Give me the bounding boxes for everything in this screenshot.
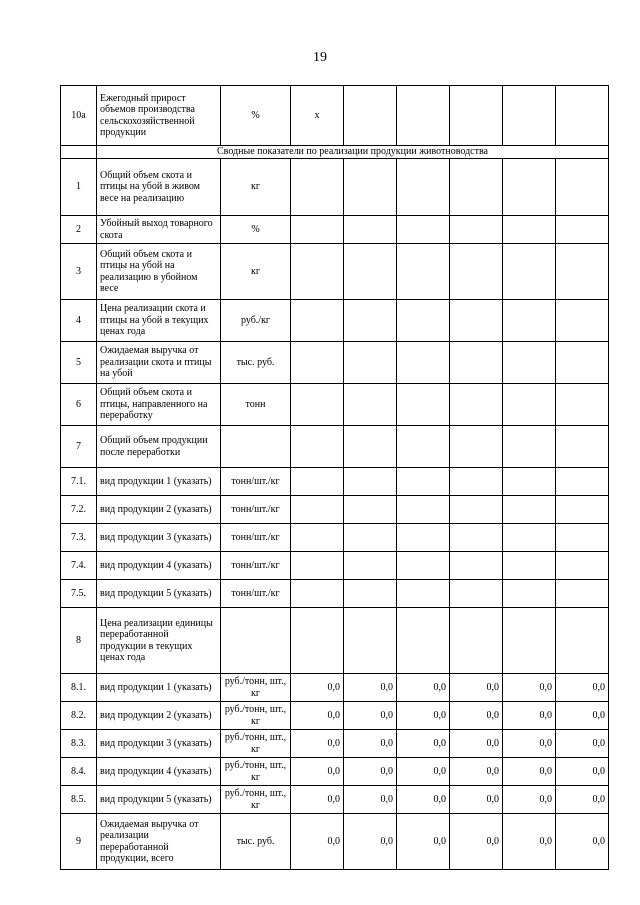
value-cell [397, 524, 450, 552]
value-cell: 0,0 [291, 730, 344, 758]
value-cell [344, 496, 397, 524]
value-cell [450, 86, 503, 146]
table-row [61, 786, 609, 814]
unit-cell [221, 426, 291, 468]
value-cell [503, 86, 556, 146]
table-row [61, 342, 609, 384]
value-cell: 0,0 [556, 814, 609, 870]
value-cell [450, 342, 503, 384]
value-cell: 0,0 [397, 814, 450, 870]
value-cell [556, 608, 609, 674]
value-cell [344, 384, 397, 426]
row-number: 9 [61, 814, 97, 870]
value-cell [450, 496, 503, 524]
value-cell: 0,0 [344, 674, 397, 702]
table-row [61, 552, 609, 580]
row-number: 4 [61, 300, 97, 342]
unit-cell: руб./тонн, шт., кг [221, 702, 291, 730]
value-cell: 0,0 [556, 674, 609, 702]
row-number: 7.3. [61, 524, 97, 552]
value-cell [397, 384, 450, 426]
indicator-name: вид продукции 3 (указать) [97, 524, 221, 552]
row-number: 8.1. [61, 674, 97, 702]
page-number: 19 [313, 50, 327, 65]
row-number: 7.2. [61, 496, 97, 524]
value-cell [344, 300, 397, 342]
table-row [61, 216, 609, 244]
row-number: 5 [61, 342, 97, 384]
row-number: 2 [61, 216, 97, 244]
value-cell [344, 216, 397, 244]
value-cell: 0,0 [450, 786, 503, 814]
unit-cell: тонн/шт./кг [221, 468, 291, 496]
unit-cell: руб./тонн, шт., кг [221, 674, 291, 702]
unit-cell: тыс. руб. [221, 342, 291, 384]
value-cell [450, 384, 503, 426]
value-cell [397, 426, 450, 468]
indicator-name: Цена реализации единицы переработанной продукции в текущих ценах года [97, 608, 221, 674]
value-cell [556, 384, 609, 426]
value-cell [503, 468, 556, 496]
section-title: Сводные показатели по реализации продукции животноводства [97, 146, 609, 159]
table-row [61, 384, 609, 426]
value-cell: 0,0 [503, 814, 556, 870]
value-cell [450, 216, 503, 244]
indicator-name: Общий объем скота и птицы на убой на реализацию в убойном весе [97, 244, 221, 300]
value-cell [344, 86, 397, 146]
value-cell [556, 216, 609, 244]
indicator-name: Ожидаемая выручка от реализации скота и птицы на убой [97, 342, 221, 384]
value-cell [397, 244, 450, 300]
value-cell [397, 159, 450, 216]
value-cell [556, 524, 609, 552]
value-cell: 0,0 [503, 702, 556, 730]
value-cell [503, 244, 556, 300]
indicator-name: вид продукции 1 (указать) [97, 468, 221, 496]
unit-cell: руб./тонн, шт., кг [221, 730, 291, 758]
unit-cell: тонн/шт./кг [221, 552, 291, 580]
row-number: 7.5. [61, 580, 97, 608]
indicator-name: вид продукции 4 (указать) [97, 758, 221, 786]
value-cell: 0,0 [291, 786, 344, 814]
table-row [61, 608, 609, 674]
row-number: 7 [61, 426, 97, 468]
value-cell [556, 244, 609, 300]
value-cell [503, 608, 556, 674]
indicator-name: Ежегодный прирост объемов производства сельскохозяйственной продукции [97, 86, 221, 146]
indicator-name: Общий объем скота и птицы, направленного на переработку [97, 384, 221, 426]
value-cell [503, 524, 556, 552]
value-cell [450, 244, 503, 300]
value-cell: 0,0 [344, 786, 397, 814]
table-row [61, 496, 609, 524]
value-cell [291, 608, 344, 674]
table-row [61, 730, 609, 758]
value-cell [344, 552, 397, 580]
value-cell [397, 496, 450, 524]
unit-cell: тонн [221, 384, 291, 426]
value-cell: 0,0 [291, 674, 344, 702]
value-cell: 0,0 [503, 758, 556, 786]
indicator-name: вид продукции 3 (указать) [97, 730, 221, 758]
row-number: 1 [61, 159, 97, 216]
value-cell [397, 608, 450, 674]
value-cell: 0,0 [291, 702, 344, 730]
value-cell: 0,0 [344, 814, 397, 870]
unit-cell: % [221, 86, 291, 146]
value-cell: 0,0 [344, 702, 397, 730]
unit-cell: руб./кг [221, 300, 291, 342]
indicator-name: вид продукции 4 (указать) [97, 552, 221, 580]
table-row [61, 814, 609, 870]
unit-cell: руб./тонн, шт., кг [221, 758, 291, 786]
indicator-name: Ожидаемая выручка от реализации переработанной продукции, всего [97, 814, 221, 870]
value-cell [397, 342, 450, 384]
value-cell [397, 580, 450, 608]
section-num-cell [61, 146, 97, 159]
indicator-name: Общий объем продукции после переработки [97, 426, 221, 468]
value-cell [450, 426, 503, 468]
value-cell [556, 300, 609, 342]
value-cell [291, 524, 344, 552]
indicator-name: вид продукции 2 (указать) [97, 496, 221, 524]
indicator-name: вид продукции 1 (указать) [97, 674, 221, 702]
unit-cell: тонн/шт./кг [221, 524, 291, 552]
value-cell [291, 300, 344, 342]
value-cell [397, 86, 450, 146]
value-cell [291, 342, 344, 384]
unit-cell: руб./тонн, шт., кг [221, 786, 291, 814]
value-cell: 0,0 [450, 674, 503, 702]
value-cell [291, 216, 344, 244]
unit-cell: тонн/шт./кг [221, 580, 291, 608]
indicator-name: вид продукции 5 (указать) [97, 580, 221, 608]
value-cell [503, 216, 556, 244]
row-number: 8 [61, 608, 97, 674]
unit-cell: кг [221, 244, 291, 300]
value-cell [344, 426, 397, 468]
unit-cell: % [221, 216, 291, 244]
value-cell: 0,0 [397, 702, 450, 730]
value-cell [503, 159, 556, 216]
value-cell: 0,0 [291, 814, 344, 870]
value-cell: 0,0 [556, 702, 609, 730]
row-number: 6 [61, 384, 97, 426]
value-cell [450, 552, 503, 580]
row-number: 8.2. [61, 702, 97, 730]
value-cell: 0,0 [450, 814, 503, 870]
value-cell [503, 426, 556, 468]
value-cell: 0,0 [556, 786, 609, 814]
value-cell: 0,0 [556, 758, 609, 786]
table-row [61, 159, 609, 216]
value-cell [344, 524, 397, 552]
value-cell: х [291, 86, 344, 146]
table-row [61, 468, 609, 496]
value-cell [397, 552, 450, 580]
value-cell [397, 468, 450, 496]
value-cell [344, 580, 397, 608]
value-cell [503, 552, 556, 580]
value-cell [556, 580, 609, 608]
value-cell: 0,0 [450, 702, 503, 730]
value-cell [503, 496, 556, 524]
value-cell [291, 552, 344, 580]
indicator-name: Общий объем скота и птицы на убой в живом весе на реализацию [97, 159, 221, 216]
value-cell: 0,0 [450, 758, 503, 786]
row-number: 7.1. [61, 468, 97, 496]
value-cell [556, 468, 609, 496]
table-row [61, 426, 609, 468]
unit-cell: тонн/шт./кг [221, 496, 291, 524]
value-cell [397, 216, 450, 244]
value-cell [556, 496, 609, 524]
row-number: 8.5. [61, 786, 97, 814]
table-row [61, 702, 609, 730]
value-cell [291, 468, 344, 496]
table-row [61, 758, 609, 786]
value-cell: 0,0 [503, 730, 556, 758]
value-cell [556, 86, 609, 146]
value-cell: 0,0 [556, 730, 609, 758]
value-cell: 0,0 [344, 758, 397, 786]
row-number: 8.3. [61, 730, 97, 758]
value-cell [397, 300, 450, 342]
value-cell: 0,0 [503, 674, 556, 702]
value-cell [450, 608, 503, 674]
value-cell [291, 159, 344, 216]
value-cell [291, 384, 344, 426]
value-cell [344, 244, 397, 300]
section-row [61, 146, 609, 159]
unit-cell [221, 608, 291, 674]
indicators-table [60, 85, 609, 870]
table-body [61, 86, 609, 870]
value-cell [556, 552, 609, 580]
value-cell: 0,0 [450, 730, 503, 758]
value-cell [450, 580, 503, 608]
value-cell: 0,0 [397, 730, 450, 758]
value-cell: 0,0 [397, 758, 450, 786]
row-number: 10а [61, 86, 97, 146]
value-cell: 0,0 [291, 758, 344, 786]
table-row [61, 300, 609, 342]
unit-cell: тыс. руб. [221, 814, 291, 870]
value-cell [556, 426, 609, 468]
value-cell [344, 608, 397, 674]
value-cell: 0,0 [344, 730, 397, 758]
row-number: 3 [61, 244, 97, 300]
value-cell [503, 342, 556, 384]
value-cell [450, 524, 503, 552]
value-cell [450, 159, 503, 216]
value-cell: 0,0 [503, 786, 556, 814]
value-cell [291, 580, 344, 608]
value-cell [450, 468, 503, 496]
value-cell: 0,0 [397, 674, 450, 702]
value-cell [503, 580, 556, 608]
row-number: 7.4. [61, 552, 97, 580]
indicator-name: Цена реализации скота и птицы на убой в текущих ценах года [97, 300, 221, 342]
table-row [61, 674, 609, 702]
value-cell [503, 384, 556, 426]
value-cell [556, 342, 609, 384]
value-cell [503, 300, 556, 342]
indicator-name: вид продукции 5 (указать) [97, 786, 221, 814]
value-cell [344, 342, 397, 384]
row-number: 8.4. [61, 758, 97, 786]
value-cell [291, 244, 344, 300]
value-cell: 0,0 [397, 786, 450, 814]
indicator-name: Убойный выход товарного скота [97, 216, 221, 244]
table-row [61, 86, 609, 146]
table-row [61, 524, 609, 552]
value-cell [291, 426, 344, 468]
unit-cell: кг [221, 159, 291, 216]
value-cell [344, 468, 397, 496]
table-row [61, 580, 609, 608]
indicator-name: вид продукции 2 (указать) [97, 702, 221, 730]
value-cell [450, 300, 503, 342]
value-cell [344, 159, 397, 216]
table-row [61, 244, 609, 300]
value-cell [291, 496, 344, 524]
value-cell [556, 159, 609, 216]
